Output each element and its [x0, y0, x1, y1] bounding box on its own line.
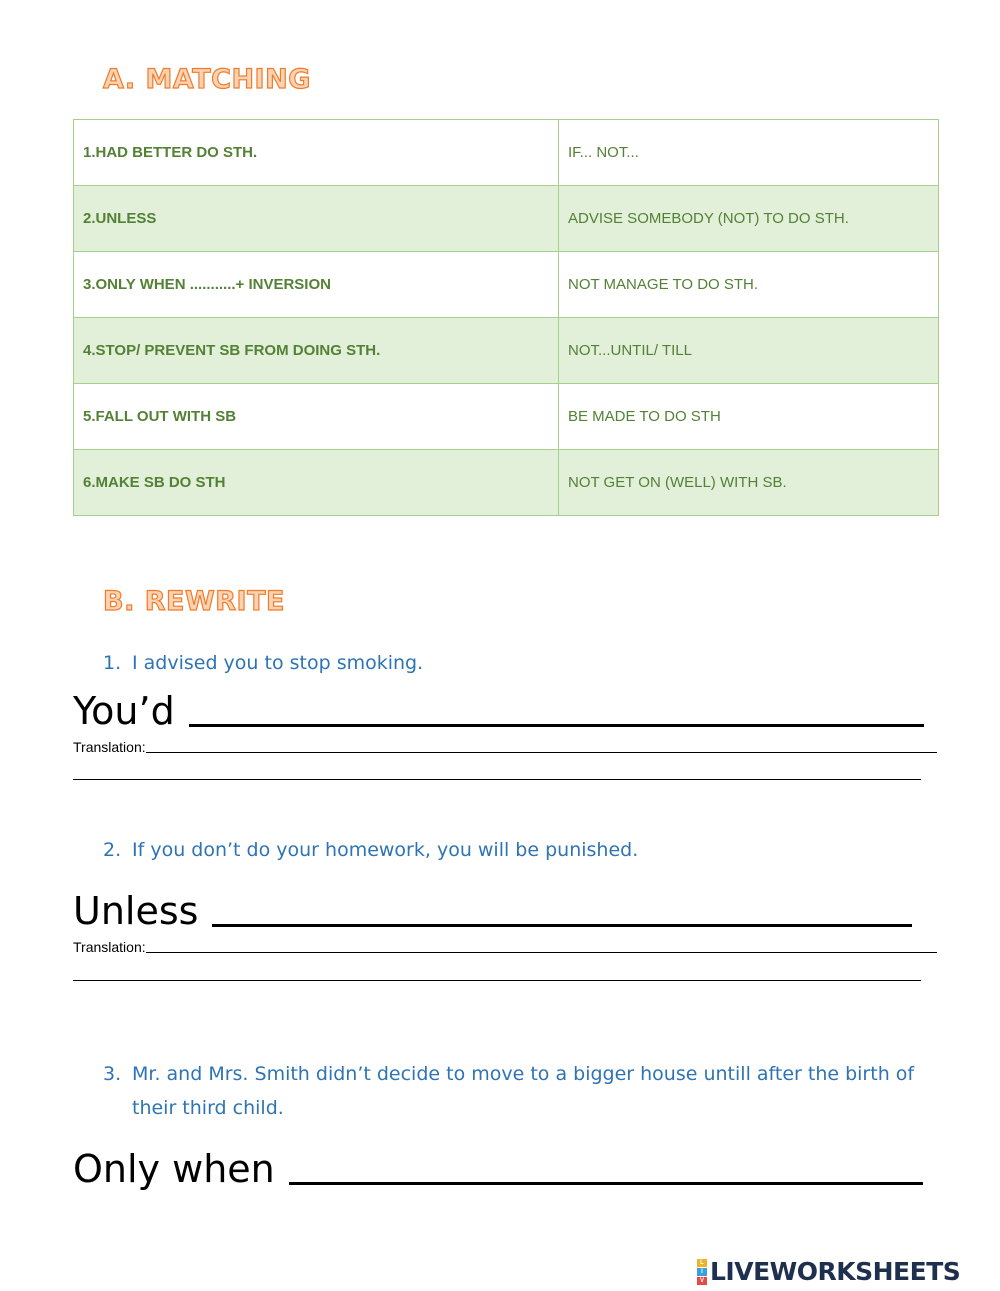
question-2	[103, 833, 933, 867]
matching-right-cell[interactable]: IF... NOT...	[559, 120, 939, 186]
question-number: 1.	[103, 652, 122, 674]
matching-left-cell[interactable]: 5.FALL OUT WITH SB	[74, 384, 559, 450]
logo-block: L	[697, 1259, 707, 1267]
matching-right-cell[interactable]: BE MADE TO DO STH	[559, 384, 939, 450]
matching-left-cell[interactable]: 3.ONLY WHEN ...........+ INVERSION	[74, 252, 559, 318]
question-text: If you don’t do your homework, you will be punished.	[132, 839, 639, 861]
question-text: I advised you to stop smoking.	[132, 652, 424, 674]
question-1	[103, 646, 933, 680]
table-row	[74, 186, 939, 252]
answer-blank[interactable]	[189, 694, 924, 727]
matching-left-cell[interactable]: 2.UNLESS	[74, 186, 559, 252]
matching-left-cell[interactable]: 4.STOP/ PREVENT SB FROM DOING STH.	[74, 318, 559, 384]
section-b-title: B. REWRITE	[103, 586, 285, 617]
translation-label: Translation:	[73, 739, 146, 755]
logo-icon	[697, 1259, 707, 1285]
matching-right-cell[interactable]: ADVISE SOMEBODY (NOT) TO DO STH.	[559, 186, 939, 252]
section-a-title: A. MATCHING	[103, 64, 311, 95]
liveworksheets-logo	[697, 1257, 960, 1286]
translation-continuation-line[interactable]	[73, 980, 921, 981]
table-row	[74, 318, 939, 384]
answer-row-1	[73, 691, 924, 731]
answer-blank[interactable]	[289, 1152, 923, 1185]
table-row	[74, 450, 939, 516]
translation-continuation-line[interactable]	[73, 779, 921, 780]
answer-prompt: Only when	[73, 1147, 275, 1191]
matching-table	[73, 119, 939, 516]
answer-prompt: You’d	[73, 689, 175, 733]
matching-left-cell[interactable]: 6.MAKE SB DO STH	[74, 450, 559, 516]
translation-blank[interactable]	[146, 940, 937, 953]
answer-row-2	[73, 891, 912, 931]
answer-prompt: Unless	[73, 889, 199, 933]
matching-right-cell[interactable]: NOT...UNTIL/ TILL	[559, 318, 939, 384]
question-number: 2.	[103, 839, 122, 861]
question-3	[103, 1057, 933, 1125]
table-row	[74, 252, 939, 318]
matching-left-cell[interactable]: 1.HAD BETTER DO STH.	[74, 120, 559, 186]
translation-label: Translation:	[73, 939, 146, 955]
logo-text: LIVEWORKSHEETS	[710, 1257, 961, 1286]
answer-blank[interactable]	[212, 894, 912, 927]
table-row	[74, 384, 939, 450]
answer-row-3	[73, 1149, 923, 1189]
question-number: 3.	[103, 1063, 122, 1085]
question-text: Mr. and Mrs. Smith didn’t decide to move to a bigger house untill after the birth of their third child.	[132, 1063, 915, 1119]
matching-right-cell[interactable]: NOT GET ON (WELL) WITH SB.	[559, 450, 939, 516]
table-row	[74, 120, 939, 186]
translation-blank[interactable]	[146, 740, 937, 753]
logo-block: I	[697, 1268, 707, 1276]
translation-row-2	[73, 939, 937, 955]
translation-row-1	[73, 739, 937, 755]
matching-right-cell[interactable]: NOT MANAGE TO DO STH.	[559, 252, 939, 318]
logo-block: V	[697, 1277, 707, 1285]
